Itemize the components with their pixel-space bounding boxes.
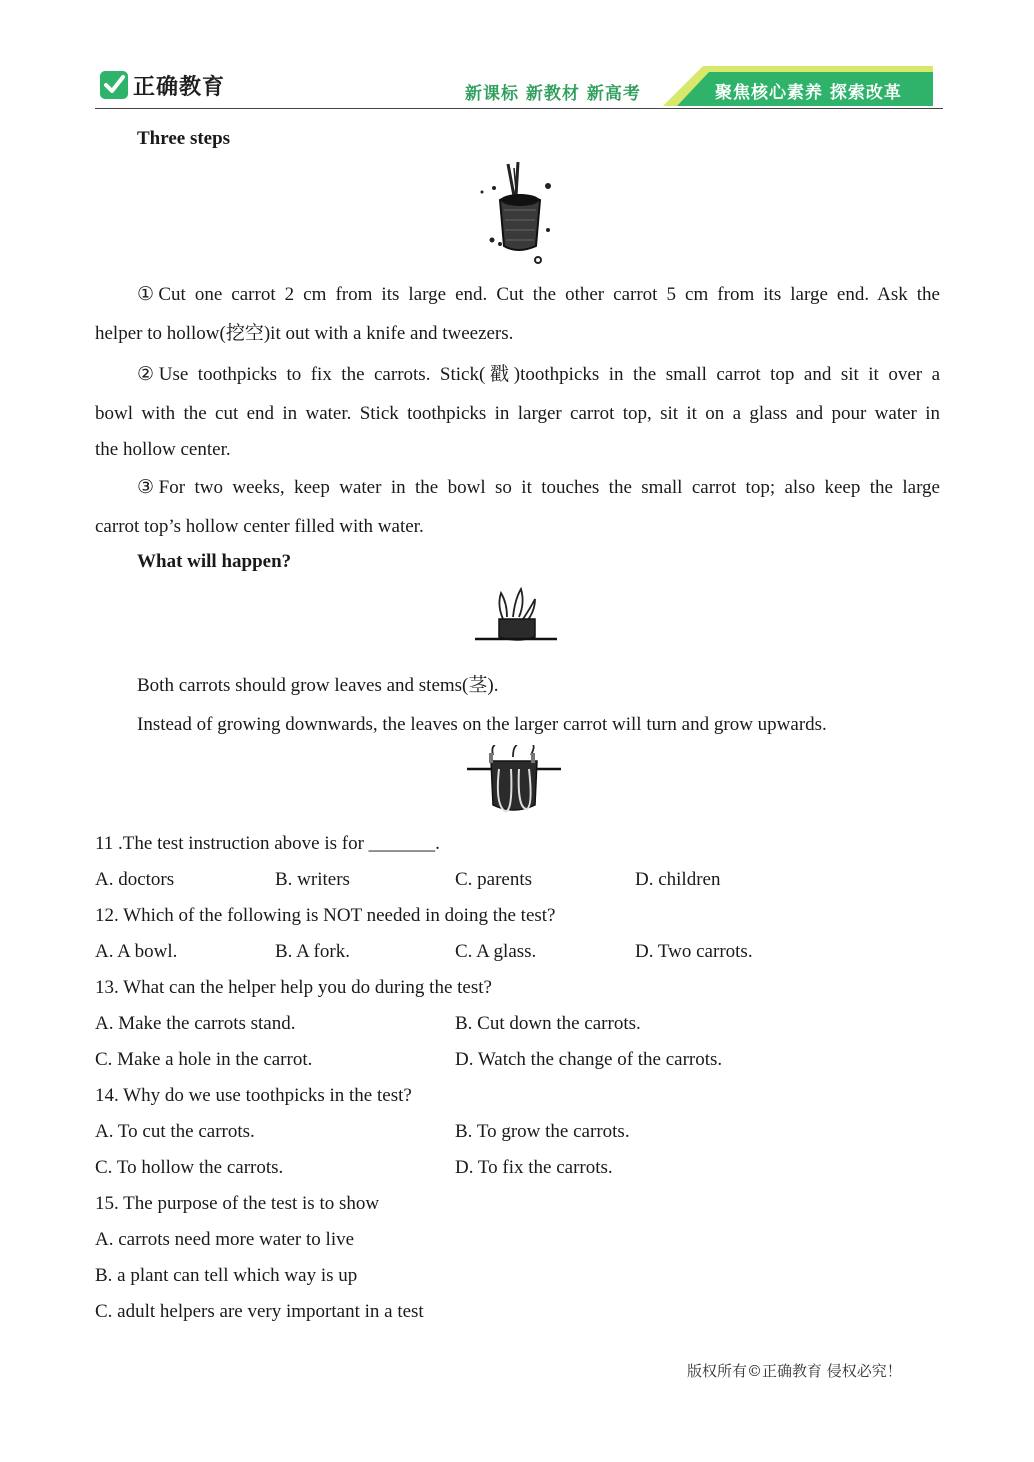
header-tagline-right: 聚焦核心素养 探索改革 [715,83,902,103]
brand-name: 正确教育 [133,74,226,100]
question-15-stem: 15. The purpose of the test is to show [95,1193,380,1214]
carrot-on-glass-illustration [465,745,563,819]
question-11-stem: 11 .The test instruction above is for _______. [95,833,440,854]
question-13-option-a[interactable]: A. Make the carrots stand. [95,1013,296,1034]
question-14-option-c[interactable]: C. To hollow the carrots. [95,1157,284,1178]
result-line-1: Both carrots should grow leaves and stems(茎). [137,675,499,696]
brand-logo [100,68,225,102]
step-2-line-2: bowl with the cut end in water. Stick toothpicks in larger carrot top, sit it on a glass and pour water in [95,403,940,424]
step-3-line-2: carrot top’s hollow center filled with water. [95,516,424,537]
copyright-footer: 版权所有©正确教育 侵权必究！ [687,1362,902,1380]
question-15-option-a[interactable]: A. carrots need more water to live [95,1229,355,1250]
question-12-option-a[interactable]: A. A bowl. [95,941,178,962]
question-12-option-b[interactable]: B. A fork. [275,941,350,962]
step-1-line-1: ①Cut one carrot 2 cm from its large end. Cut the other carrot 5 cm from its large end. Ask the [137,284,940,305]
question-14-option-d[interactable]: D. To fix the carrots. [455,1157,613,1178]
header-tagline-left: 新课标 新教材 新高考 [465,84,641,104]
header-divider [95,108,943,109]
question-15-option-b[interactable]: B. a plant can tell which way is up [95,1265,358,1286]
sprouting-carrot-illustration [473,585,559,655]
hollowed-carrot-illustration [478,160,558,268]
question-12-stem: 12. Which of the following is NOT needed in doing the test? [95,905,556,926]
step-1-line-2: helper to hollow(挖空)it out with a knife and tweezers. [95,323,514,344]
header-tagline-banner [663,66,933,106]
step-2-line-1: ②Use toothpicks to fix the carrots. Stick(戳)toothpicks in the small carrot top and sit it over a [137,364,940,385]
question-13-option-b[interactable]: B. Cut down the carrots. [455,1013,641,1034]
question-13-option-c[interactable]: C. Make a hole in the carrot. [95,1049,313,1070]
question-11-option-a[interactable]: A. doctors [95,869,175,890]
step-2-line-3: the hollow center. [95,439,231,460]
question-15-option-c[interactable]: C. adult helpers are very important in a test [95,1301,424,1322]
step-3-line-1: ③For two weeks, keep water in the bowl so it touches the small carrot top; also keep the large [137,477,940,498]
question-13-option-d[interactable]: D. Watch the change of the carrots. [455,1049,723,1070]
question-11-option-b[interactable]: B. writers [275,869,350,890]
question-14-option-b[interactable]: B. To grow the carrots. [455,1121,630,1142]
question-11-option-c[interactable]: C. parents [455,869,533,890]
question-11-option-d[interactable]: D. children [635,869,721,890]
question-14-option-a[interactable]: A. To cut the carrots. [95,1121,255,1142]
page-header [95,66,943,110]
question-14-stem: 14. Why do we use toothpicks in the test? [95,1085,412,1106]
section-title-what-will-happen: What will happen? [137,551,292,572]
result-line-2: Instead of growing downwards, the leaves on the larger carrot will turn and grow upwards. [137,714,827,735]
question-12-option-c[interactable]: C. A glass. [455,941,537,962]
question-12-option-d[interactable]: D. Two carrots. [635,941,753,962]
section-title-three-steps: Three steps [137,128,231,149]
checkmark-icon [100,71,128,99]
question-13-stem: 13. What can the helper help you do during the test? [95,977,492,998]
